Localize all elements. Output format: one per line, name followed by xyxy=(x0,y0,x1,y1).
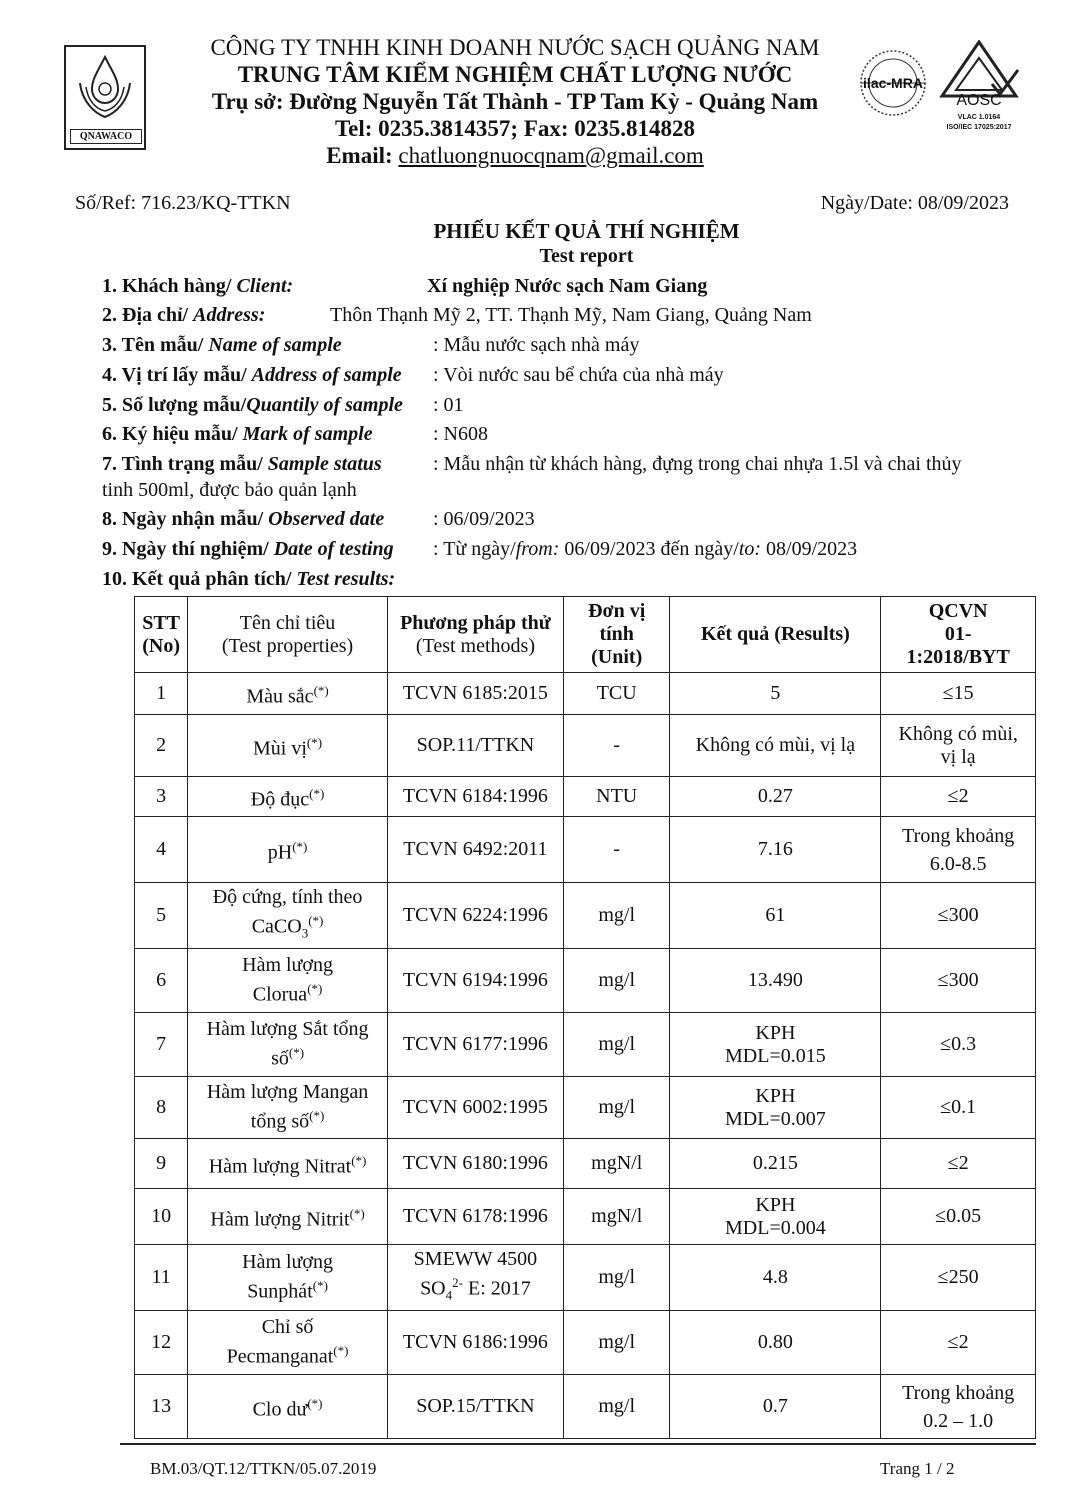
row-no: 9 xyxy=(135,1139,188,1189)
info-client-value: Xí nghiệp Nước sạch Nam Giang xyxy=(427,275,708,297)
row-unit: mg/l xyxy=(563,1013,669,1077)
row-test-method: TCVN 6185:2015 xyxy=(387,673,563,715)
row-test-method: TCVN 6224:1996 xyxy=(387,883,563,949)
header-results: Kết quả (Results) xyxy=(670,597,881,673)
row-unit: mg/l xyxy=(563,1311,669,1375)
row-limit: ≤2 xyxy=(881,777,1036,817)
table-row xyxy=(135,1375,1036,1439)
row-result: 0.7 xyxy=(670,1375,881,1439)
center-name: TRUNG TÂM KIỂM NGHIỆM CHẤT LƯỢNG NƯỚC xyxy=(237,62,793,87)
header-test-methods: Phương pháp thử (Test methods) xyxy=(387,597,563,673)
row-no: 13 xyxy=(135,1375,188,1439)
row-test-property: Màu sắc(*) xyxy=(188,673,388,715)
info-test-results: 10. Kết quả phân tích/ Test results: xyxy=(102,568,396,590)
table-row xyxy=(135,883,1036,949)
row-unit: mg/l xyxy=(563,949,669,1013)
row-test-property: Hàm lượng Clorua(*) xyxy=(188,949,388,1013)
table-row xyxy=(135,1189,1036,1245)
company-address: Trụ sở: Đường Nguyễn Tất Thành - TP Tam Kỳ - Quảng Nam xyxy=(211,89,819,114)
info-address: 2. Địa chỉ/ Address: xyxy=(102,304,266,326)
aosc-triangle-icon xyxy=(934,40,1024,100)
header-test-properties: Tên chỉ tiêu (Test properties) xyxy=(188,597,388,673)
row-result: KPH MDL=0.007 xyxy=(670,1077,881,1139)
vlac-text: VLAC 1.0164 xyxy=(957,114,1001,121)
info-sample-quantity: 5. Số lượng mẫu/Quantily of sample xyxy=(102,394,403,416)
row-unit: mgN/l xyxy=(563,1139,669,1189)
row-limit: ≤2 xyxy=(881,1139,1036,1189)
row-limit: ≤250 xyxy=(881,1245,1036,1311)
info-sample-name: 3. Tên mẫu/ Name of sample xyxy=(102,334,342,356)
report-subtitle: Test report xyxy=(539,245,634,267)
header-stt: STT (No) xyxy=(135,597,188,673)
water-drop-hands-icon xyxy=(74,53,136,123)
row-test-method: TCVN 6177:1996 xyxy=(387,1013,563,1077)
info-address-value: Thôn Thạnh Mỹ 2, TT. Thạnh Mỹ, Nam Giang, Quảng Nam xyxy=(330,304,812,326)
row-test-method: SMEWW 4500 $SO_4^{2-}$ E: 2017 xyxy=(387,1245,563,1311)
row-test-property: Hàm lượng Sunphát(*) xyxy=(188,1245,388,1311)
info-received-date: 8. Ngày nhận mẫu/ Observed date xyxy=(102,508,385,530)
row-test-property: Hàm lượng Nitrit(*) xyxy=(188,1189,388,1245)
row-result: 61 xyxy=(670,883,881,949)
table-row xyxy=(135,1245,1036,1311)
table-row xyxy=(135,1077,1036,1139)
row-result: 4.8 xyxy=(670,1245,881,1311)
row-result: 5 xyxy=(670,673,881,715)
info-sample-location-value: : Vòi nước sau bể chứa của nhà máy xyxy=(433,364,724,386)
company-email-line xyxy=(170,142,860,169)
info-sample-status-continued: tinh 500ml, được bảo quản lạnh xyxy=(102,479,357,501)
row-test-property: Độ đục(*) xyxy=(188,777,388,817)
table-row xyxy=(135,1139,1036,1189)
row-no: 8 xyxy=(135,1077,188,1139)
row-unit: mg/l xyxy=(563,1245,669,1311)
info-sample-status: 7. Tình trạng mẫu/ Sample status xyxy=(102,453,382,475)
row-test-method: TCVN 6186:1996 xyxy=(387,1311,563,1375)
row-result: KPH MDL=0.004 xyxy=(670,1189,881,1245)
info-sample-name-value: : Mẫu nước sạch nhà máy xyxy=(433,334,640,356)
company-logo xyxy=(64,45,146,150)
logo-text: QNAWACO xyxy=(70,129,142,144)
aosc-text: AOSC xyxy=(956,92,1002,109)
row-limit: ≤300 xyxy=(881,949,1036,1013)
row-test-method: SOP.11/TTKN xyxy=(387,715,563,777)
info-testing-date: 9. Ngày thí nghiệm/ Date of testing xyxy=(102,538,394,560)
row-no: 12 xyxy=(135,1311,188,1375)
table-header-row xyxy=(135,597,1036,673)
row-unit: - xyxy=(563,715,669,777)
row-unit: - xyxy=(563,817,669,883)
company-name: CÔNG TY TNHH KINH DOANH NƯỚC SẠCH QUẢNG NAM xyxy=(210,35,820,60)
table-row xyxy=(135,949,1036,1013)
row-result: Không có mùi, vị lạ xyxy=(670,715,881,777)
row-test-method: TCVN 6194:1996 xyxy=(387,949,563,1013)
row-unit: mg/l xyxy=(563,1077,669,1139)
row-test-method: TCVN 6184:1996 xyxy=(387,777,563,817)
ilac-mra-logo xyxy=(858,45,928,125)
table-row xyxy=(135,1013,1036,1077)
row-limit: Trong khoảng 6.0-8.5 xyxy=(881,817,1036,883)
row-result: 0.80 xyxy=(670,1311,881,1375)
info-sample-quantity-value: : 01 xyxy=(433,394,464,416)
row-test-method: TCVN 6002:1995 xyxy=(387,1077,563,1139)
company-phone: Tel: 0235.3814357; Fax: 0235.814828 xyxy=(334,116,696,141)
table-row xyxy=(135,777,1036,817)
row-test-method: TCVN 6180:1996 xyxy=(387,1139,563,1189)
report-title: PHIẾU KẾT QUẢ THÍ NGHIỆM xyxy=(433,219,740,243)
iso-text: ISO/IEC 17025:2017 xyxy=(946,124,1012,131)
reference-number: Số/Ref: 716.23/KQ-TTKN xyxy=(75,192,291,214)
row-no: 3 xyxy=(135,777,188,817)
row-test-method: TCVN 6492:2011 xyxy=(387,817,563,883)
header-qcvn: QCVN 01- 1:2018/BYT xyxy=(881,597,1036,673)
info-sample-mark: 6. Ký hiệu mẫu/ Mark of sample xyxy=(102,423,373,445)
header-unit: Đơn vị tính (Unit) xyxy=(563,597,669,673)
row-limit: ≤15 xyxy=(881,673,1036,715)
aosc-logo xyxy=(934,40,1024,140)
row-test-property: Clo dư(*) xyxy=(188,1375,388,1439)
row-no: 4 xyxy=(135,817,188,883)
header-text-block xyxy=(170,34,860,169)
row-limit: ≤300 xyxy=(881,883,1036,949)
row-result: 7.16 xyxy=(670,817,881,883)
row-unit: mgN/l xyxy=(563,1189,669,1245)
footer-divider xyxy=(120,1443,1036,1445)
row-no: 2 xyxy=(135,715,188,777)
row-limit: ≤0.1 xyxy=(881,1077,1036,1139)
table-row xyxy=(135,673,1036,715)
table-row xyxy=(135,817,1036,883)
row-no: 1 xyxy=(135,673,188,715)
row-result: KPH MDL=0.015 xyxy=(670,1013,881,1077)
document-header xyxy=(0,0,1065,175)
row-unit: mg/l xyxy=(563,883,669,949)
row-no: 10 xyxy=(135,1189,188,1245)
row-limit: Trong khoảng 0.2 – 1.0 xyxy=(881,1375,1036,1439)
info-sample-mark-value: : N608 xyxy=(433,423,488,445)
email-link[interactable]: chatluongnuocqnam@gmail.com xyxy=(398,143,704,168)
row-limit: ≤2 xyxy=(881,1311,1036,1375)
form-code: BM.03/QT.12/TTKN/05.07.2019 xyxy=(150,1459,377,1478)
page-number: Trang 1 / 2 xyxy=(880,1459,955,1478)
row-test-property: Chỉ số Pecmanganat(*) xyxy=(188,1311,388,1375)
table-row xyxy=(135,1311,1036,1375)
table-row xyxy=(135,715,1036,777)
row-unit: TCU xyxy=(563,673,669,715)
row-test-property: pH(*) xyxy=(188,817,388,883)
row-limit: ≤0.3 xyxy=(881,1013,1036,1077)
row-result: 13.490 xyxy=(670,949,881,1013)
row-no: 7 xyxy=(135,1013,188,1077)
info-received-date-value: : 06/09/2023 xyxy=(433,508,535,530)
results-table xyxy=(134,596,1036,1439)
row-limit: Không có mùi, vị lạ xyxy=(881,715,1036,777)
info-sample-status-value: : Mẫu nhận từ khách hàng, đựng trong chai nhựa 1.5l và chai thủy xyxy=(433,453,962,475)
row-no: 6 xyxy=(135,949,188,1013)
info-client: 1. Khách hàng/ Client: xyxy=(102,275,294,297)
email-label: Email: xyxy=(326,143,399,168)
row-result: 0.215 xyxy=(670,1139,881,1189)
row-test-property: Hàm lượng Nitrat(*) xyxy=(188,1139,388,1189)
ilac-text: ilac-MRA xyxy=(863,75,923,91)
row-no: 5 xyxy=(135,883,188,949)
row-limit: ≤0.05 xyxy=(881,1189,1036,1245)
row-test-method: SOP.15/TTKN xyxy=(387,1375,563,1439)
report-date: Ngày/Date: 08/09/2023 xyxy=(820,192,1009,214)
info-sample-location: 4. Vị trí lấy mẫu/ Address of sample xyxy=(102,364,402,386)
row-test-property: Mùi vị(*) xyxy=(188,715,388,777)
row-result: 0.27 xyxy=(670,777,881,817)
row-test-property: Độ cứng, tính theo CaCO$_3$(*) xyxy=(188,883,388,949)
info-testing-date-value: : Từ ngày/from: 06/09/2023 đến ngày/to: 08/09/2023 xyxy=(433,538,858,560)
row-no: 11 xyxy=(135,1245,188,1311)
row-unit: mg/l xyxy=(563,1375,669,1439)
row-test-property: Hàm lượng Sắt tổng số(*) xyxy=(188,1013,388,1077)
row-test-property: Hàm lượng Mangan tổng số(*) xyxy=(188,1077,388,1139)
row-test-method: TCVN 6178:1996 xyxy=(387,1189,563,1245)
row-unit: NTU xyxy=(563,777,669,817)
